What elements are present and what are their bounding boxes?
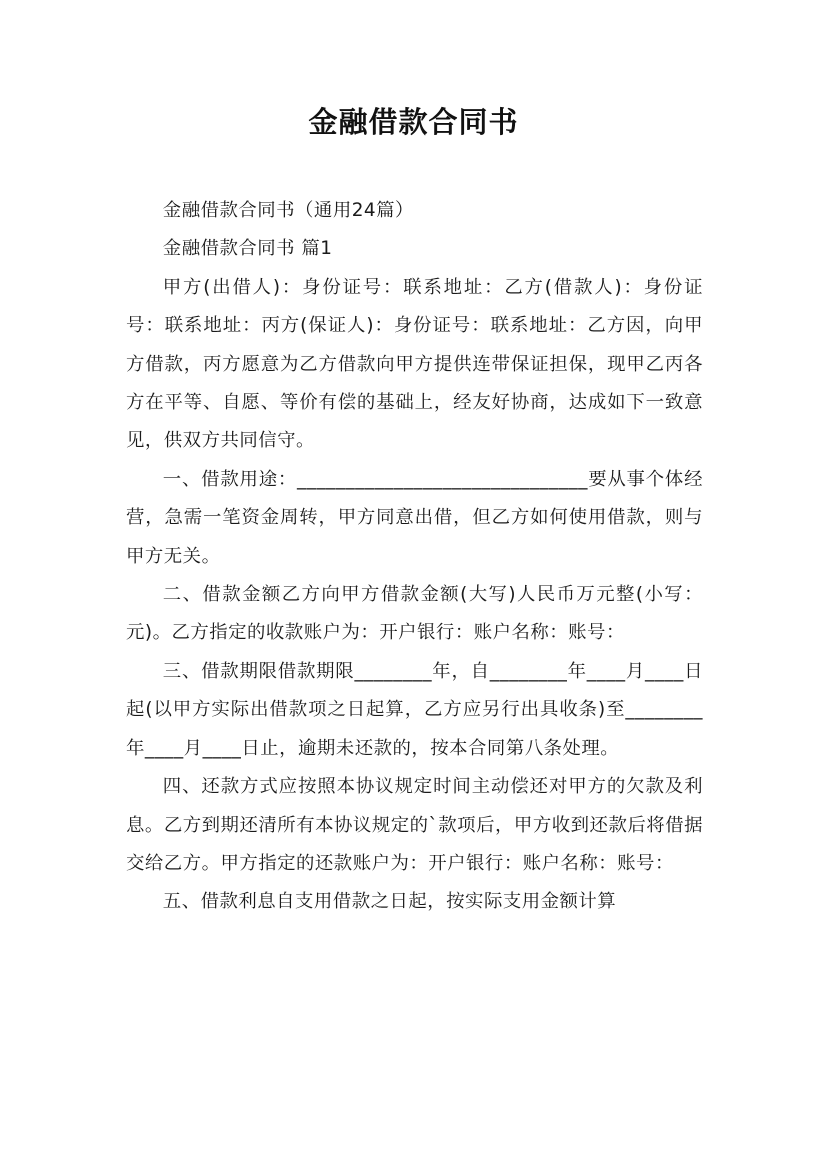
document-title: 金融借款合同书 (308, 105, 519, 139)
paragraph-clause-5: 五、借款利息自支用借款之日起，按实际支用金额计算 (162, 891, 617, 913)
paragraph-subtitle: 金融借款合同书（通用24篇） (162, 200, 414, 221)
paragraph-clause-3: 三、借款期限借款期限________年，自________年____月____日起(以甲方实际出借款项之日起算，乙方应另行出具收条)至________年____月____日止，逾期未还款的，按本合同第八条处理。 (126, 660, 703, 759)
paragraph-section-heading: 金融借款合同书 篇1 (162, 238, 333, 260)
paragraph-clause-2: 二、借款金额乙方向甲方借款金额(大写)人民币万元整(小写：元)。乙方指定的收款账户为：开户银行：账户名称：账号： (126, 584, 703, 644)
paragraph-clause-1: 一、借款用途：______________________________要从事个体经营，急需一笔资金周转，甲方同意出借，但乙方如何使用借款，则与甲方无关。 (126, 468, 703, 567)
document-body (126, 192, 703, 922)
paragraph-clause-4: 四、还款方式应按照本协议规定时间主动偿还对甲方的欠款及利息。乙方到期还清所有本协议规定的`款项后，甲方收到还款后将借据交给乙方。甲方指定的还款账户为：开户银行：账户名称：账号： (126, 776, 703, 874)
paragraph-parties: 甲方(出借人)：身份证号：联系地址：乙方(借款人)：身份证号：联系地址：丙方(保证人)：身份证号：联系地址：乙方因，向甲方借款，丙方愿意为乙方借款向甲方提供连带保证担保，现甲乙丙各方在平等、自愿、等价有偿的基础上，经友好协商，达成如下一致意见，供双方共同信守。 (126, 276, 703, 452)
